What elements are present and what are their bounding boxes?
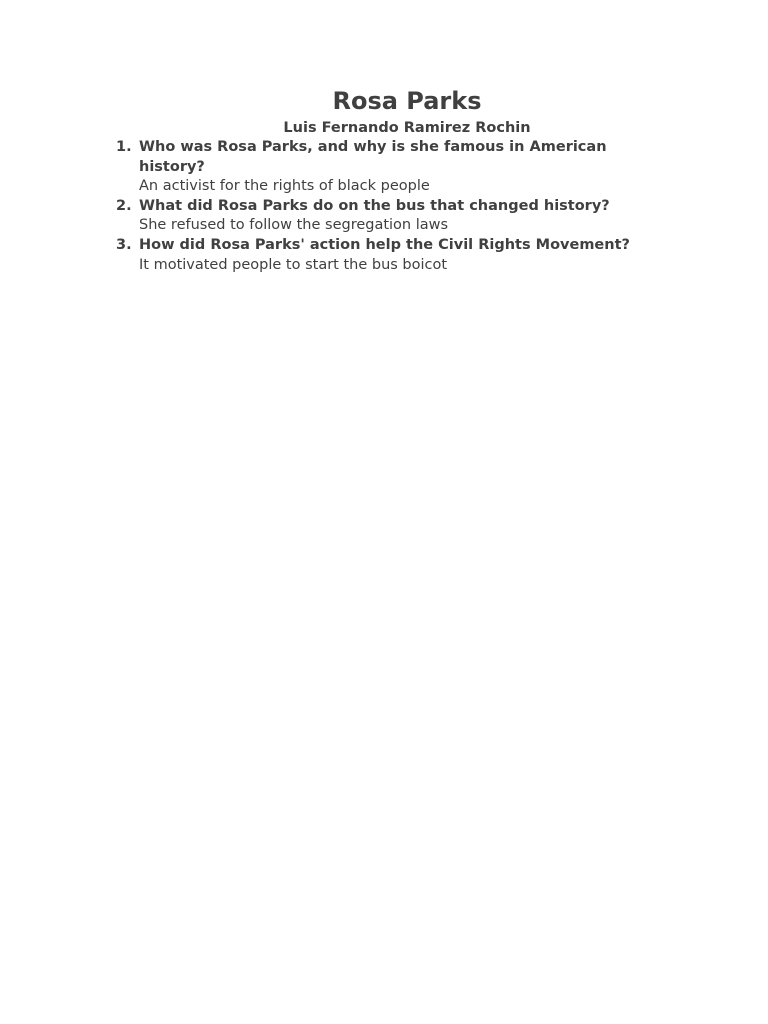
question-text: How did Rosa Parks' action help the Civil Rights Movement? [139,236,630,253]
item-number: 1. [116,139,132,155]
answer-text: An activist for the rights of black people [139,178,430,195]
answer-text: It motivated people to start the bus boicot [139,256,448,273]
question-text: Who was Rosa Parks, and why is she famous in American history? [139,139,607,175]
list-item [116,236,676,275]
question-list [116,138,676,275]
answer-text: She refused to follow the segregation laws [139,217,449,234]
author-name: Luis Fernando Ramirez Rochin [283,120,531,136]
list-item [116,197,676,236]
item-number: 3. [116,236,132,253]
list-item [116,138,676,197]
question-text: What did Rosa Parks do on the bus that changed history? [139,197,610,214]
document-title: Rosa Parks [332,87,482,115]
item-number: 2. [116,197,132,214]
